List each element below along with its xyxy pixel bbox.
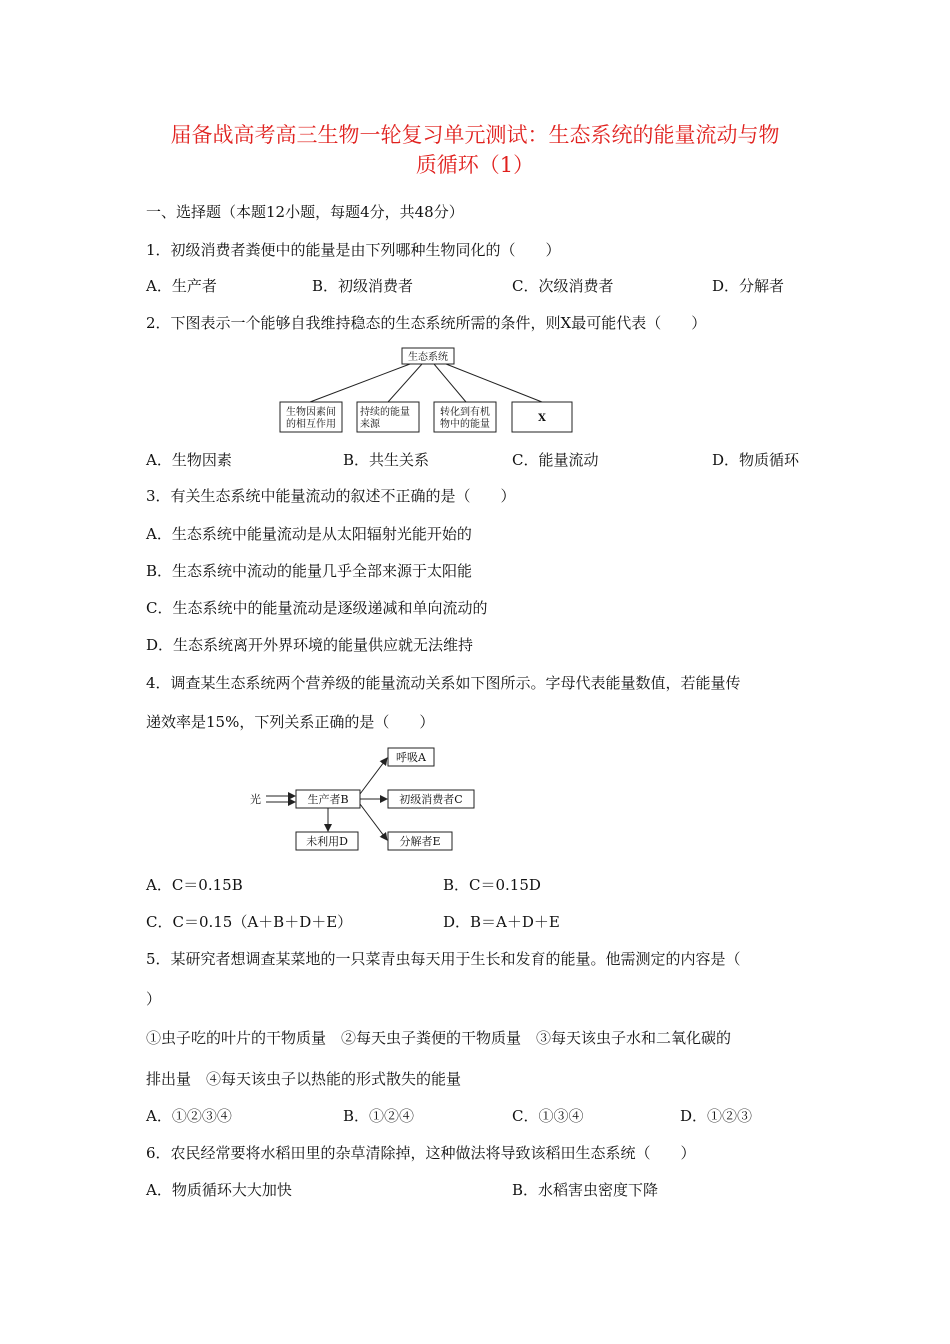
title-line-2: 质循环（1） bbox=[415, 153, 535, 177]
energy-flow-diagram bbox=[240, 740, 490, 860]
arrow-to-decomposer bbox=[360, 804, 387, 840]
q4-option-c: C．C＝0.15（A＋B＋D＋E） bbox=[146, 913, 353, 931]
q4-option-b: B．C＝0.15D bbox=[443, 876, 541, 894]
diagram-child-2-line-1: 持续的能量 bbox=[360, 407, 410, 418]
q6-option-a: A．物质循环大大加快 bbox=[146, 1181, 292, 1199]
q2-stem: 2．下图表示一个能够自我维持稳态的生态系统所需的条件，则X最可能代表（ ） bbox=[146, 314, 707, 332]
producer-label: 生产者B bbox=[307, 793, 349, 806]
q5-option-c: C．①③④ bbox=[512, 1107, 584, 1125]
page-title bbox=[120, 120, 830, 180]
diagram-connector-4 bbox=[446, 364, 542, 402]
q5-option-d: D．①②③ bbox=[680, 1107, 753, 1125]
q4-stem-line-1: 4．调查某生态系统两个营养级的能量流动关系如下图所示。字母代表能量数值，若能量传 bbox=[146, 674, 741, 692]
q3-option-b: B．生态系统中流动的能量几乎全部来源于太阳能 bbox=[146, 562, 473, 580]
diagram-connector-2 bbox=[388, 364, 422, 402]
diagram-child-1-line-2: 的相互作用 bbox=[286, 419, 336, 430]
q3-stem: 3．有关生态系统中能量流动的叙述不正确的是（ ） bbox=[146, 487, 516, 505]
q2-option-a: A．生物因素 bbox=[146, 451, 232, 469]
q6-option-b: B．水稻害虫密度下降 bbox=[512, 1181, 659, 1199]
q1-option-d: D．分解者 bbox=[712, 277, 785, 295]
q5-option-b: B．①②④ bbox=[343, 1107, 415, 1125]
diagram-connector-1 bbox=[310, 364, 410, 402]
q3-option-d: D．生态系统离开外界环境的能量供应就无法维持 bbox=[146, 636, 474, 654]
q4-option-a: A．C＝0.15B bbox=[146, 876, 243, 894]
q1-option-b: B．初级消费者 bbox=[312, 277, 414, 295]
q5-stem-line-2: ） bbox=[146, 990, 162, 1008]
title-line-1: 届备战高考高三生物一轮复习单元测试：生态系统的能量流动与物 bbox=[170, 123, 780, 147]
q1-option-c: C．次级消费者 bbox=[512, 277, 614, 295]
q6-stem: 6．农民经常要将水稻田里的杂草清除掉，这种做法将导致该稻田生态系统（ ） bbox=[146, 1144, 696, 1162]
diagram-child-3-line-1: 转化到有机 bbox=[440, 407, 490, 418]
diagram-child-3-line-2: 物中的能量 bbox=[440, 419, 490, 430]
ecosystem-requirements-diagram bbox=[270, 340, 590, 440]
diagram-child-1-line-1: 生物因素间 bbox=[286, 407, 336, 418]
q2-option-b: B．共生关系 bbox=[343, 451, 430, 469]
q4-option-d: D．B＝A＋D＋E bbox=[443, 913, 560, 931]
q1-stem: 1．初级消费者粪便中的能量是由下列哪种生物同化的（ ） bbox=[146, 241, 561, 259]
consumer-label: 初级消费者C bbox=[399, 793, 463, 806]
diagram-child-2-line-2: 来源 bbox=[360, 419, 380, 430]
q1-option-a: A．生产者 bbox=[146, 277, 217, 295]
light-label: 光 bbox=[250, 793, 261, 806]
q5-option-a: A．①②③④ bbox=[146, 1107, 232, 1125]
unused-label: 未利用D bbox=[306, 835, 348, 848]
q3-option-c: C．生态系统中的能量流动是逐级递减和单向流动的 bbox=[146, 599, 488, 617]
diagram-child-x-label: X bbox=[538, 413, 546, 424]
q5-items-line-2: 排出量 ④每天该虫子以热能的形式散失的能量 bbox=[146, 1070, 462, 1088]
q5-stem-line-1: 5．某研究者想调查某菜地的一只菜青虫每天用于生长和发育的能量。他需测定的内容是（ bbox=[146, 950, 741, 968]
diagram-root-label: 生态系统 bbox=[408, 352, 448, 363]
arrow-to-respiration bbox=[360, 758, 387, 794]
respiration-label: 呼吸A bbox=[396, 751, 426, 764]
q3-option-a: A．生态系统中能量流动是从太阳辐射光能开始的 bbox=[146, 525, 472, 543]
q4-stem-line-2: 递效率是15%，下列关系正确的是（ ） bbox=[146, 713, 435, 731]
q2-option-d: D．物质循环 bbox=[712, 451, 800, 469]
q5-items-line-1: ①虫子吃的叶片的干物质量 ②每天虫子粪便的干物质量 ③每天该虫子水和二氧化碳的 bbox=[146, 1029, 732, 1047]
decomposer-label: 分解者E bbox=[399, 835, 441, 848]
q2-option-c: C．能量流动 bbox=[512, 451, 599, 469]
section-header: 一、选择题（本题12小题，每题4分，共48分） bbox=[146, 203, 464, 221]
